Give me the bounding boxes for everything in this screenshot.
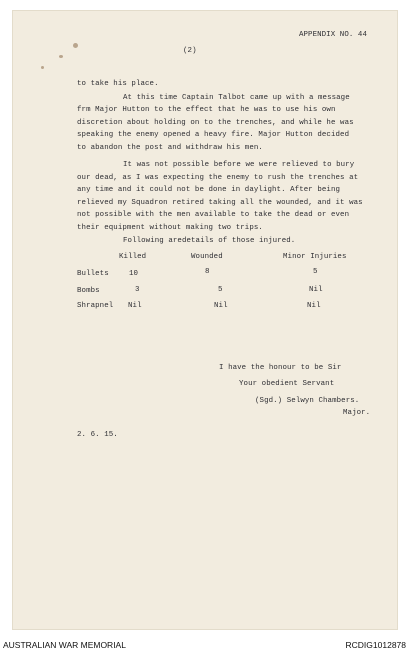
body-line: any time and it could not be done in daylight. After being (77, 186, 341, 194)
appendix-number: APPENDIX NO. 44 (298, 31, 367, 39)
paper-stain-mark (73, 43, 78, 48)
table-row-label: Shrapnel (77, 302, 114, 310)
body-line: It was not possible before we were relieved to bury (123, 161, 355, 169)
footer (0, 636, 409, 654)
closing-salutation: I have the honour to be Sir (219, 364, 342, 372)
closing-servant: Your obedient Servant (239, 380, 335, 388)
table-row-label: Bombs (77, 287, 100, 295)
table-cell: Nil (214, 302, 228, 310)
table-cell: 3 (135, 286, 140, 294)
body-line: to abandon the post and withdraw his men. (77, 144, 263, 152)
body-line: At this time Captain Talbot came up with a message (123, 94, 350, 102)
paper-stain-mark (59, 55, 63, 58)
body-line: discretion about holding on to the trenches, and while he was (77, 119, 354, 127)
table-cell: Nil (309, 286, 323, 294)
table-cell: 5 (313, 268, 318, 276)
body-line: not possible with the men available to take the dead or even (77, 211, 350, 219)
table-header-minor: Minor Injuries (283, 253, 347, 261)
table-cell: Nil (307, 302, 321, 310)
footer-id: RCDIG1012878 (345, 640, 406, 650)
body-line: speaking the enemy opened a heavy fire. Major Hutton decided (77, 131, 350, 139)
document-page (12, 10, 398, 630)
page-number: (2) (183, 47, 197, 55)
table-cell: Nil (128, 302, 142, 310)
body-line: our dead, as I was expecting the enemy to rush the trenches at (77, 174, 359, 182)
signature-rank: Major. (343, 409, 371, 417)
signature-line: (Sgd.) Selwyn Chambers. (255, 397, 360, 405)
table-row-label: Bullets (77, 270, 109, 278)
footer-source: AUSTRALIAN WAR MEMORIAL (3, 640, 126, 650)
table-cell: 5 (218, 286, 223, 294)
paper-stain-mark (41, 66, 44, 69)
table-header-wounded: Wounded (191, 253, 223, 261)
body-line: frm Major Hutton to the effect that he was to use his own (77, 106, 336, 114)
table-header-killed: Killed (119, 253, 147, 261)
table-cell: 10 (129, 270, 139, 278)
table-cell: 8 (205, 268, 210, 276)
body-line: to take his place. (77, 80, 159, 88)
body-line: Following aredetails of those injured. (123, 237, 296, 245)
body-line: their equipment without making two trips. (77, 224, 263, 232)
document-date: 2. 6. 15. (77, 431, 118, 439)
body-line: relieved my Squadron retired taking all the wounded, and it was (77, 199, 363, 207)
